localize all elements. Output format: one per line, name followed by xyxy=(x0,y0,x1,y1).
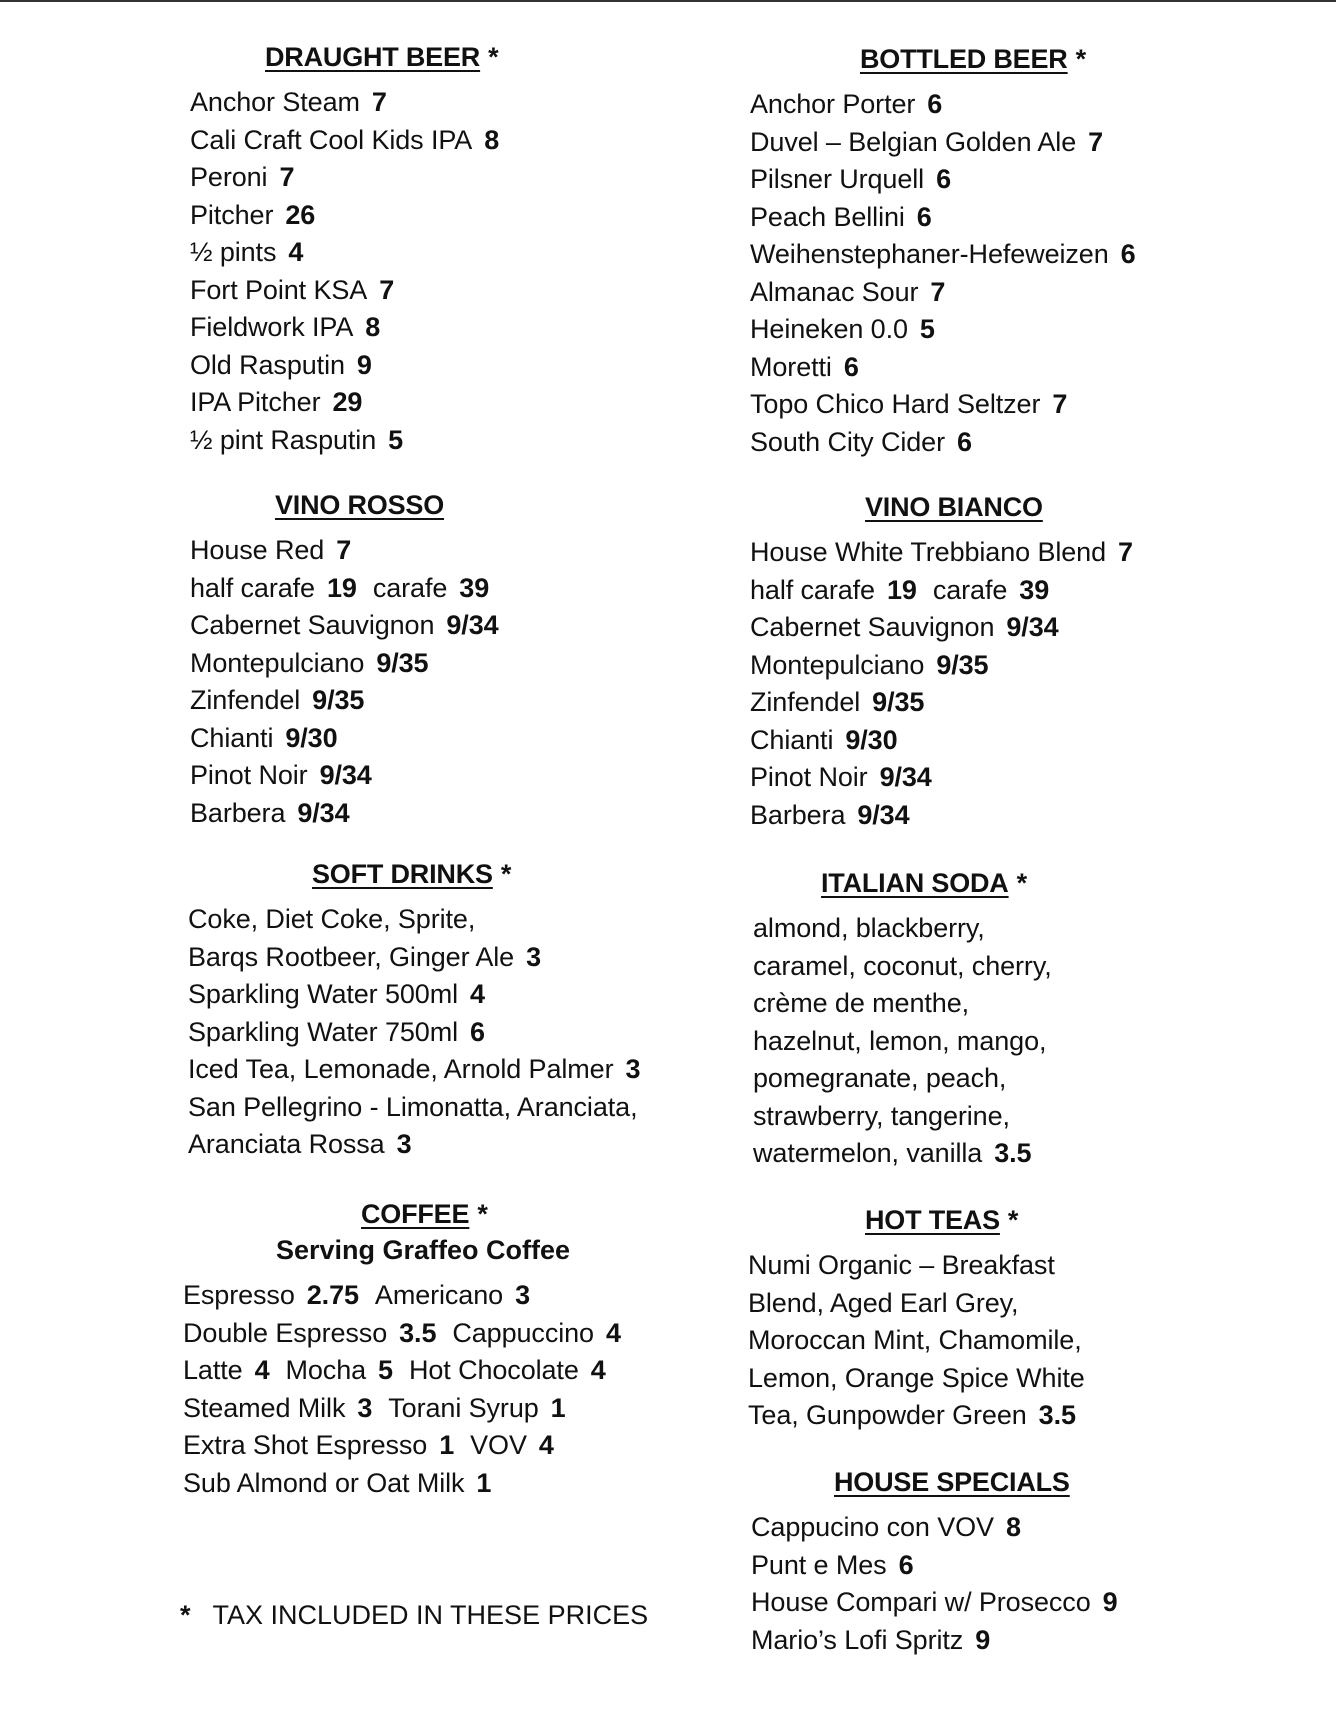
menu-item: Pinot Noir 9/34 xyxy=(190,760,372,790)
menu-item: strawberry, tangerine, xyxy=(753,1100,1010,1131)
menu-item: almond, blackberry, xyxy=(753,913,985,943)
menu-item: Chianti 9/30 xyxy=(750,724,898,755)
menu-item: Montepulciano 9/35 xyxy=(750,649,989,680)
menu-item: Moretti 6 xyxy=(750,351,859,382)
menu-item: watermelon, vanilla 3.5 xyxy=(753,1138,1032,1168)
house-specials-list xyxy=(751,1509,1118,1659)
menu-item: Aranciata Rossa 3 xyxy=(188,1129,412,1159)
soft-drinks-heading: SOFT DRINKS * xyxy=(312,859,512,889)
menu-item: Steamed Milk 3 Torani Syrup 1 xyxy=(183,1392,566,1423)
footnote-asterisk: * xyxy=(180,1600,191,1630)
vino-bianco-section xyxy=(750,490,1133,834)
menu-item: Heineken 0.0 5 xyxy=(750,314,935,344)
menu-item: Cappucino con VOV 8 xyxy=(751,1512,1021,1542)
hot-teas-list xyxy=(748,1247,1085,1435)
menu-item: House Red 7 xyxy=(190,535,352,565)
coffee-list xyxy=(183,1277,621,1502)
menu-item: Espresso 2.75 Americano 3 xyxy=(183,1280,530,1310)
menu-item: Pinot Noir 9/34 xyxy=(750,762,932,792)
menu-item: Moroccan Mint, Chamomile, xyxy=(748,1325,1082,1355)
menu-item: South City Cider 6 xyxy=(750,426,972,457)
menu-item: Duvel – Belgian Golden Ale 7 xyxy=(750,126,1104,157)
tax-footnote xyxy=(180,1600,648,1631)
menu-item: hazelnut, lemon, mango, xyxy=(753,1025,1047,1056)
menu-item: Old Rasputin 9 xyxy=(190,349,372,380)
bottled-beer-section xyxy=(750,42,1136,461)
menu-item: half carafe 19 carafe 39 xyxy=(190,572,490,603)
menu-item: Fieldwork IPA 8 xyxy=(190,312,381,342)
vino-bianco-heading: VINO BIANCO xyxy=(865,492,1043,522)
draught-beer-heading: DRAUGHT BEER * xyxy=(265,42,499,72)
menu-item: House Compari w/ Prosecco 9 xyxy=(751,1587,1118,1617)
menu-item: Blend, Aged Earl Grey, xyxy=(748,1287,1019,1318)
coffee-section xyxy=(183,1197,621,1502)
menu-item: House White Trebbiano Blend 7 xyxy=(750,537,1133,567)
menu-item: Zinfendel 9/35 xyxy=(190,685,365,715)
vino-rosso-heading: VINO ROSSO xyxy=(275,490,445,520)
hot-teas-section xyxy=(748,1203,1085,1435)
menu-item: Almanac Sour 7 xyxy=(750,276,946,307)
menu-item: San Pellegrino - Limonatta, Aranciata, xyxy=(188,1091,638,1122)
menu-item: Extra Shot Espresso 1 VOV 4 xyxy=(183,1430,554,1460)
vino-rosso-section xyxy=(190,488,499,832)
menu-item: Lemon, Orange Spice White xyxy=(748,1362,1085,1393)
bottled-beer-list xyxy=(750,86,1136,461)
coffee-subheading: Serving Graffeo Coffee xyxy=(276,1235,571,1265)
menu-item: pomegranate, peach, xyxy=(753,1063,1007,1093)
menu-item: Topo Chico Hard Seltzer 7 xyxy=(750,389,1068,419)
menu-item: Barbera 9/34 xyxy=(190,797,350,828)
menu-item: Pilsner Urquell 6 xyxy=(750,164,951,194)
top-rule xyxy=(0,0,1336,2)
hot-teas-heading: HOT TEAS * xyxy=(865,1205,1019,1235)
menu-item: Double Espresso 3.5 Cappuccino 4 xyxy=(183,1317,621,1348)
menu-item: Anchor Porter 6 xyxy=(750,89,943,119)
menu-item: Iced Tea, Lemonade, Arnold Palmer 3 xyxy=(188,1054,641,1084)
menu-item: ½ pint Rasputin 5 xyxy=(190,424,404,455)
menu-item: Sparkling Water 500ml 4 xyxy=(188,979,485,1009)
menu-item: Tea, Gunpowder Green 3.5 xyxy=(748,1400,1076,1430)
soft-drinks-list xyxy=(188,901,640,1164)
menu-item: Cabernet Sauvignon 9/34 xyxy=(190,610,499,640)
menu-item: Peroni 7 xyxy=(190,162,295,192)
menu-item: Barqs Rootbeer, Ginger Ale 3 xyxy=(188,941,542,972)
menu-item: Latte 4 Mocha 5 Hot Chocolate 4 xyxy=(183,1355,606,1385)
house-specials-section xyxy=(751,1465,1118,1659)
soft-drinks-section xyxy=(188,857,640,1164)
house-specials-heading: HOUSE SPECIALS xyxy=(834,1467,1070,1497)
footnote-text: TAX INCLUDED IN THESE PRICES xyxy=(212,1600,649,1630)
menu-item: Cali Craft Cool Kids IPA 8 xyxy=(190,124,500,155)
vino-bianco-list xyxy=(750,534,1133,834)
vino-rosso-list xyxy=(190,532,499,832)
menu-item: caramel, coconut, cherry, xyxy=(753,950,1052,981)
bottled-beer-heading: BOTTLED BEER * xyxy=(860,44,1086,74)
menu-item: Pitcher 26 xyxy=(190,199,316,230)
menu-item: Weihenstephaner-Hefeweizen 6 xyxy=(750,239,1136,269)
italian-soda-section xyxy=(753,866,1052,1173)
italian-soda-heading: ITALIAN SODA * xyxy=(821,868,1027,898)
menu-item: Anchor Steam 7 xyxy=(190,87,387,117)
menu-item: Sub Almond or Oat Milk 1 xyxy=(183,1467,492,1498)
menu-item: ½ pints 4 xyxy=(190,237,304,267)
menu-item: Montepulciano 9/35 xyxy=(190,647,429,678)
draught-beer-list xyxy=(190,84,499,459)
menu-item: Chianti 9/30 xyxy=(190,722,338,753)
menu-item: Barbera 9/34 xyxy=(750,799,910,830)
menu-item: Cabernet Sauvignon 9/34 xyxy=(750,612,1059,642)
menu-item: Coke, Diet Coke, Sprite, xyxy=(188,904,476,934)
coffee-heading: COFFEE * xyxy=(361,1199,488,1229)
menu-item: half carafe 19 carafe 39 xyxy=(750,574,1050,605)
menu-item: IPA Pitcher 29 xyxy=(190,387,363,417)
menu-item: crème de menthe, xyxy=(753,988,970,1018)
menu-item: Zinfendel 9/35 xyxy=(750,687,925,717)
menu-item: Fort Point KSA 7 xyxy=(190,274,395,305)
menu-item: Punt e Mes 6 xyxy=(751,1549,914,1580)
menu-item: Numi Organic – Breakfast xyxy=(748,1250,1055,1280)
menu-item: Peach Bellini 6 xyxy=(750,201,932,232)
draught-beer-section xyxy=(190,40,499,459)
menu-item: Sparkling Water 750ml 6 xyxy=(188,1016,485,1047)
italian-soda-list xyxy=(753,910,1052,1173)
menu-item: Mario’s Lofi Spritz 9 xyxy=(751,1624,991,1655)
